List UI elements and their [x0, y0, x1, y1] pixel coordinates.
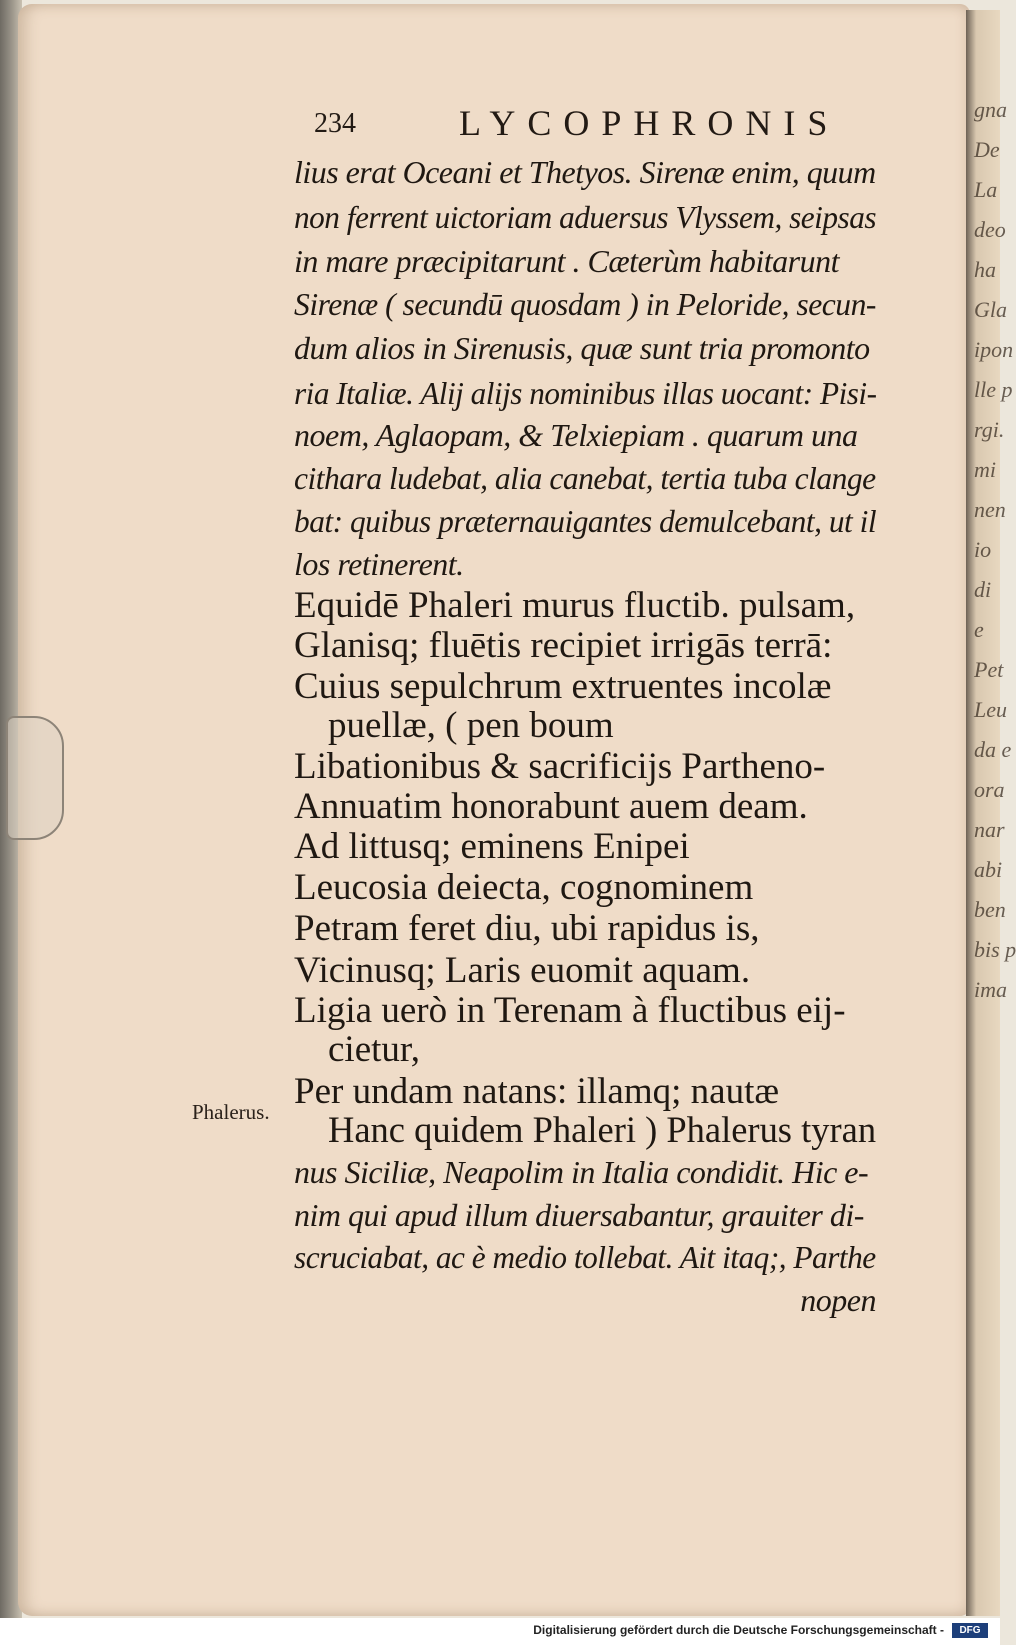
text-line: los retinerent.	[294, 546, 464, 582]
text-line: cithara ludebat, alia canebat, tertia tuba clange	[294, 460, 876, 496]
text-line: Ad littusq; eminens Enipei	[294, 826, 690, 867]
text-line: Annuatim honorabunt auem deam.	[294, 786, 808, 827]
margin-note: Phalerus.	[192, 1100, 270, 1124]
text-line: dum alios in Sirenusis, quæ sunt tria promonto	[294, 330, 870, 366]
text-line: non ferrent uictoriam aduersus Vlyssem, seipsas	[294, 199, 877, 235]
text-line: Vicinusq; Laris euomit aquam.	[294, 950, 751, 991]
text-line: puellæ, ( pen boum	[328, 705, 614, 746]
text-line: nopen	[800, 1282, 876, 1318]
page-number: 234	[314, 108, 356, 139]
text-line: nus Siciliæ, Neapolim in Italia condidit. Hic e-	[294, 1154, 869, 1190]
book-clasp	[6, 716, 64, 840]
text-line: Equidē Phaleri murus fluctib. pulsam,	[294, 585, 856, 626]
text-line: Hanc quidem Phaleri ) Phalerus tyran	[328, 1110, 877, 1151]
text-line: bat: quibus præternauigantes demulcebant, ut il	[294, 503, 877, 539]
footer-credit: Digitalisierung gefördert durch die Deutsche Forschungsgemeinschaft -	[533, 1623, 944, 1637]
facing-page-fragment: gna De La deo ha Gla ipon lle p rgi. mi nen io di e Pet Leu da e ora nar abi ben bis p ima	[974, 97, 1016, 1002]
text-line: Petram feret diu, ubi rapidus is,	[294, 908, 760, 949]
text-line: Libationibus & sacrificijs Partheno-	[294, 746, 826, 787]
text-line: Glanisq; fluētis recipiet irrigās terrā:	[294, 625, 833, 666]
book-page	[18, 4, 970, 1616]
text-line: Ligia uerò in Terenam à fluctibus eij-	[294, 990, 846, 1031]
text-line: lius erat Oceani et Thetyos. Sirenæ enim, quum	[294, 154, 876, 190]
text-line: Leucosia deiecta, cognominem	[294, 867, 754, 908]
text-line: Per undam natans: illamq; nautæ	[294, 1071, 780, 1112]
running-head	[314, 102, 840, 152]
text-line: in mare præcipitarunt . Cæterùm habitarunt	[294, 243, 839, 279]
text-line: nim qui apud illum diuersabantur, grauiter di-	[294, 1197, 864, 1233]
text-line: cietur,	[328, 1029, 420, 1070]
text-line: Sirenæ ( secundū quosdam ) in Peloride, secun-	[294, 286, 876, 322]
text-line: Cuius sepulchrum extruentes incolæ	[294, 666, 832, 707]
footer-bar	[0, 1618, 1000, 1645]
running-title: LYCOPHRONIS	[459, 103, 840, 143]
dfg-logo: DFG	[952, 1623, 988, 1638]
text-line: ria Italiæ. Alij alijs nominibus illas uocant: Pisi-	[294, 375, 877, 411]
text-line: scruciabat, ac è medio tollebat. Ait itaq;, Parthe	[294, 1239, 876, 1275]
text-line: noem, Aglaopam, & Telxiepiam . quarum una	[294, 417, 858, 453]
